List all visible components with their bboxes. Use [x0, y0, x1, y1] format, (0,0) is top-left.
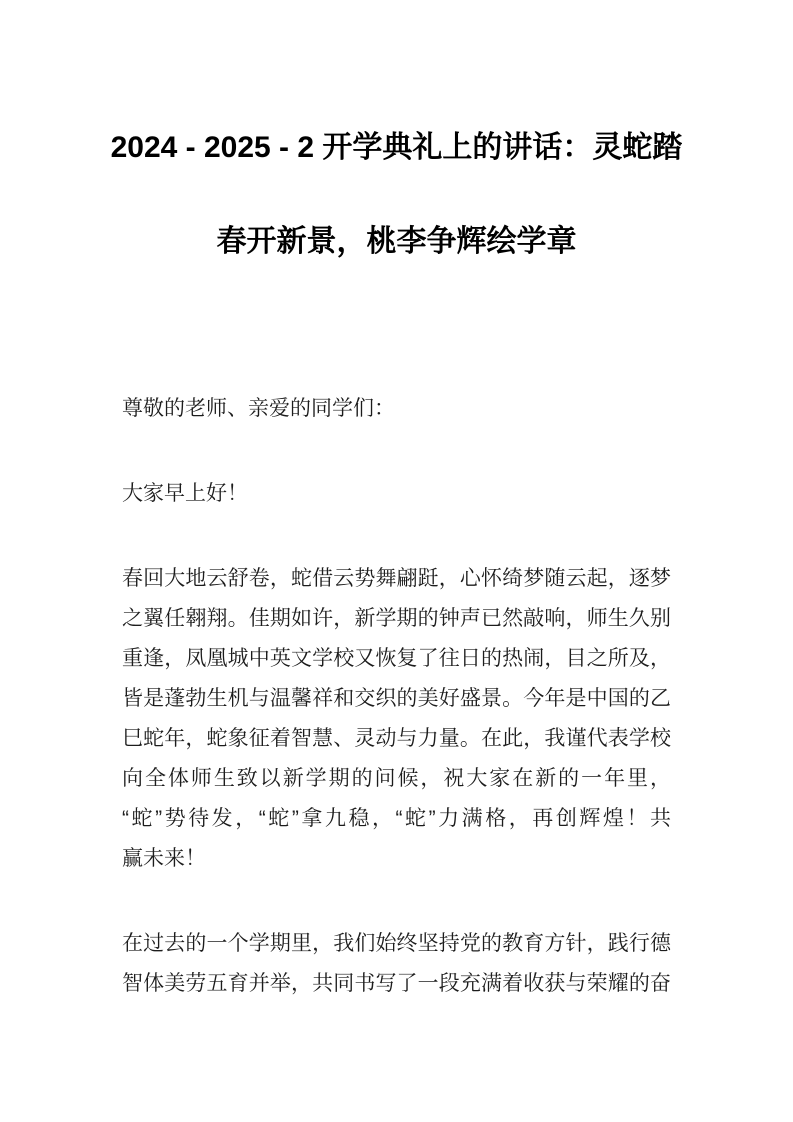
paragraph-line: 在过去的一个学期里，我们始终坚持党的教育方针，践行德 [122, 932, 671, 955]
paragraph-line: 春回大地云舒卷，蛇借云势舞翩跹，心怀绮梦随云起，逐梦 [122, 567, 671, 590]
paragraph-body-1 [122, 559, 671, 879]
title-line-2: 春开新景，桃李争辉绘学章 [216, 225, 577, 258]
paragraph-line: 皆是蓬勃生机与温馨祥和交织的美好盛景。今年是中国的乙 [122, 687, 671, 710]
paragraph-salutation [122, 389, 671, 429]
paragraph-line: 大家早上好！ [122, 482, 248, 505]
paragraph-line: 尊敬的老师、亲爱的同学们： [122, 397, 395, 420]
paragraph-line: 向全体师生致以新学期的问候，祝大家在新的一年里， [122, 767, 671, 790]
paragraph-body-2 [122, 924, 671, 1004]
paragraph-line: 重逢，凤凰城中英文学校又恢复了往日的热闹，目之所及， [122, 647, 671, 670]
paragraph-line: 智体美劳五育并举，共同书写了一段充满着收获与荣耀的奋 [122, 972, 671, 995]
paragraph-line: 之翼任翱翔。佳期如许，新学期的钟声已然敲响，师生久别 [122, 607, 671, 630]
paragraph-line: “蛇”势待发，“蛇”拿九稳，“蛇”力满格，再创辉煌！共 [122, 807, 671, 830]
document-title [0, 101, 793, 289]
paragraph-line: 巳蛇年，蛇象征着智慧、灵动与力量。在此，我谨代表学校 [122, 727, 671, 750]
paragraph-container [0, 389, 793, 1004]
title-line-1: 2024 - 2025 - 2 开学典礼上的讲话：灵蛇踏 [110, 131, 683, 164]
paragraph-greeting [122, 474, 671, 514]
paragraph-line: 赢未来！ [122, 847, 206, 870]
